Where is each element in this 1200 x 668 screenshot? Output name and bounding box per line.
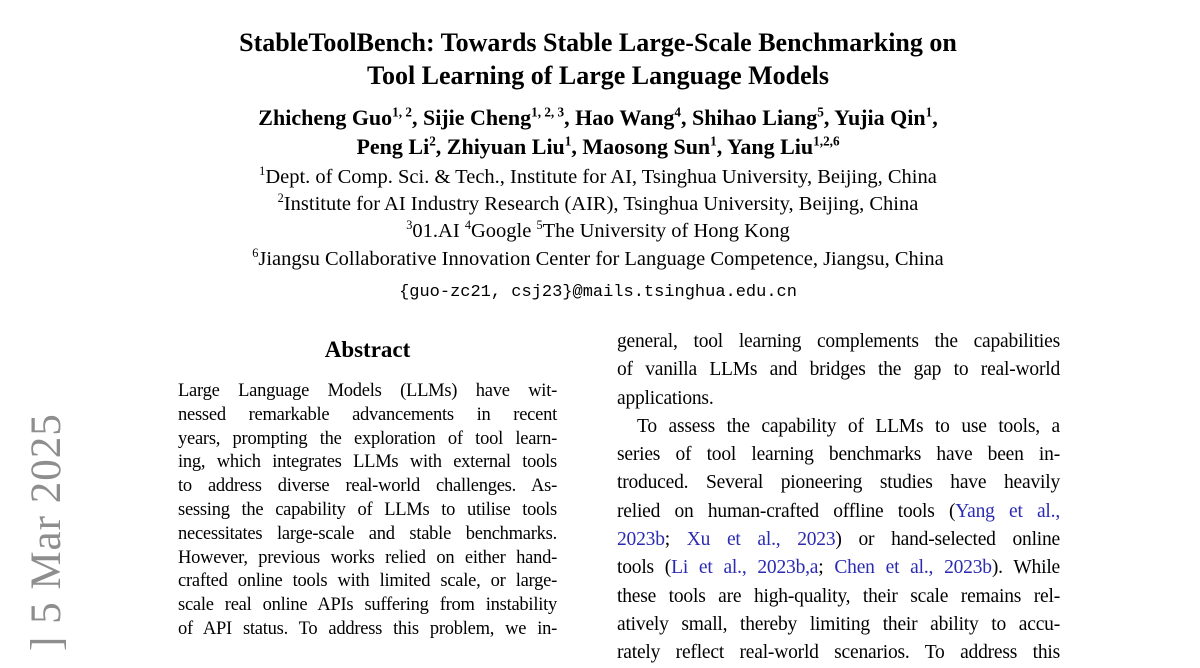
author: Yujia Qin$^1$, (834, 104, 938, 130)
citation-link[interactable]: 2023b (617, 529, 665, 551)
affiliation-superscript: 2 (277, 191, 284, 206)
body-text-line: rately reflect real-world scenarios. To address this (617, 642, 1060, 664)
citation-link[interactable]: Li et al., 2023b,a (671, 557, 819, 579)
affiliation-line: $^2$Institute for AI Industry Research (AIR), Tsinghua University, Beijing, China (277, 191, 919, 216)
citation-link[interactable]: Xu et al., 2023 (686, 529, 836, 551)
affiliation-line: $^1$Dept. of Comp. Sci. & Tech., Institute for AI, Tsinghua University, Beijing, China (259, 164, 937, 188)
author: Sijie Cheng$^{1, 2, 3}$, (422, 104, 576, 130)
title-line-2: Tool Learning of Large Language Models (366, 61, 829, 90)
paper-title (0, 26, 1196, 92)
author-superscript: 1,2,6 (813, 133, 840, 149)
contact-email: {guo-zc21, csj23}@mails.tsinghua.edu.cn (399, 283, 797, 302)
author-superscript: 1, 2, 3 (531, 104, 565, 120)
abstract-text-line: However, previous works relied on either hand- (178, 547, 557, 568)
body-text-line: relied on human-crafted offline tools (Yang et al., (617, 500, 1060, 522)
abstract-text-line: scale real online APIs suffering from instability (178, 595, 557, 616)
body-text-line: applications. (617, 387, 714, 409)
abstract-text-line: Large Language Models (LLMs) have wit- (178, 381, 557, 401)
arxiv-watermark: ] 5 Mar 2025 (23, 413, 70, 651)
author: Maosong Sun$^1$, (582, 133, 727, 159)
authors (0, 104, 1196, 161)
body-text-line: troduced. Several pioneering studies have heavily (617, 472, 1060, 494)
citation-link[interactable]: Chen et al., 2023b (834, 557, 992, 579)
author-superscript: 1 (925, 104, 933, 120)
authors-line-2 (0, 133, 1196, 162)
abstract-heading: Abstract (324, 337, 411, 362)
abstract-text-line: of API status. To address this problem, we in- (178, 618, 557, 639)
body-text-line: To assess the capability of LLMs to use tools, a (637, 415, 1060, 437)
affiliation-superscript: 6 (252, 245, 259, 260)
author-superscript: 4 (674, 104, 681, 120)
abstract-text-line: necessitates large-scale and stable benchmarks. (178, 523, 557, 544)
affiliations (0, 164, 1196, 273)
author-superscript: 2 (429, 133, 436, 149)
left-column (146, 337, 589, 642)
citation-link[interactable]: Yang et al., (955, 500, 1060, 522)
abstract-body (178, 380, 557, 642)
affiliation-superscript: 4 (464, 218, 471, 233)
author-superscript: 5 (817, 104, 824, 120)
abstract-text-line: years, prompting the exploration of tool learn- (178, 428, 557, 449)
affiliation-superscript: 3 (406, 218, 413, 233)
body-text-line: atively small, thereby limiting their ability to accu- (617, 613, 1060, 635)
abstract-text-line: crafted online tools with limited scale, or large- (178, 571, 557, 592)
body-text-line: general, tool learning complements the capabilities (617, 331, 1060, 352)
author: Yang Liu$^{1,2,6}$ (726, 133, 840, 159)
body-text-line: 2023b; Xu et al., 2023) or hand-selected online (617, 529, 1061, 551)
authors-line-1 (0, 104, 1196, 133)
affiliation-line: $^3$01.AI $^4$Google $^5$The University of Hong Kong (406, 218, 790, 243)
author-superscript: 1 (710, 133, 717, 149)
body-text-line: of vanilla LLMs and bridges the gap to real-world (617, 359, 1060, 381)
author: Hao Wang$^4$, (575, 104, 692, 130)
abstract-text-line: nessed remarkable advancements in recent (178, 404, 557, 425)
body-text-line: series of tool learning benchmarks have been in- (617, 444, 1060, 466)
author-superscript: 1, 2 (392, 104, 412, 120)
abstract-text-line: ing, which integrates LLMs with external tools (178, 452, 557, 473)
affiliation-line: $^6$Jiangsu Collaborative Innovation Center for Language Competence, Jiangsu, China (252, 245, 944, 270)
abstract-text-line: sessing the capability of LLMs to utilise tools (178, 499, 557, 520)
author: Peng Li$^2$, (356, 133, 447, 159)
author: Zhiyuan Liu$^1$, (446, 133, 583, 159)
right-column (617, 328, 1060, 668)
author: Shihao Liang$^5$, (691, 104, 835, 130)
body-text-line: these tools are high-quality, their scale remains rel- (617, 585, 1060, 607)
affiliation-superscript: 5 (536, 218, 543, 233)
body-text-line: tools (Li et al., 2023b,a; Chen et al., 2023b). While (617, 557, 1060, 579)
abstract-text-line: to address diverse real-world challenges. As- (178, 476, 557, 497)
author: Zhicheng Guo$^{1, 2}$, (258, 104, 423, 130)
affiliation-superscript: 1 (259, 164, 266, 179)
author-superscript: 1 (564, 133, 572, 149)
title-line-1: StableToolBench: Towards Stable Large-Scale Benchmarking on (239, 28, 957, 57)
